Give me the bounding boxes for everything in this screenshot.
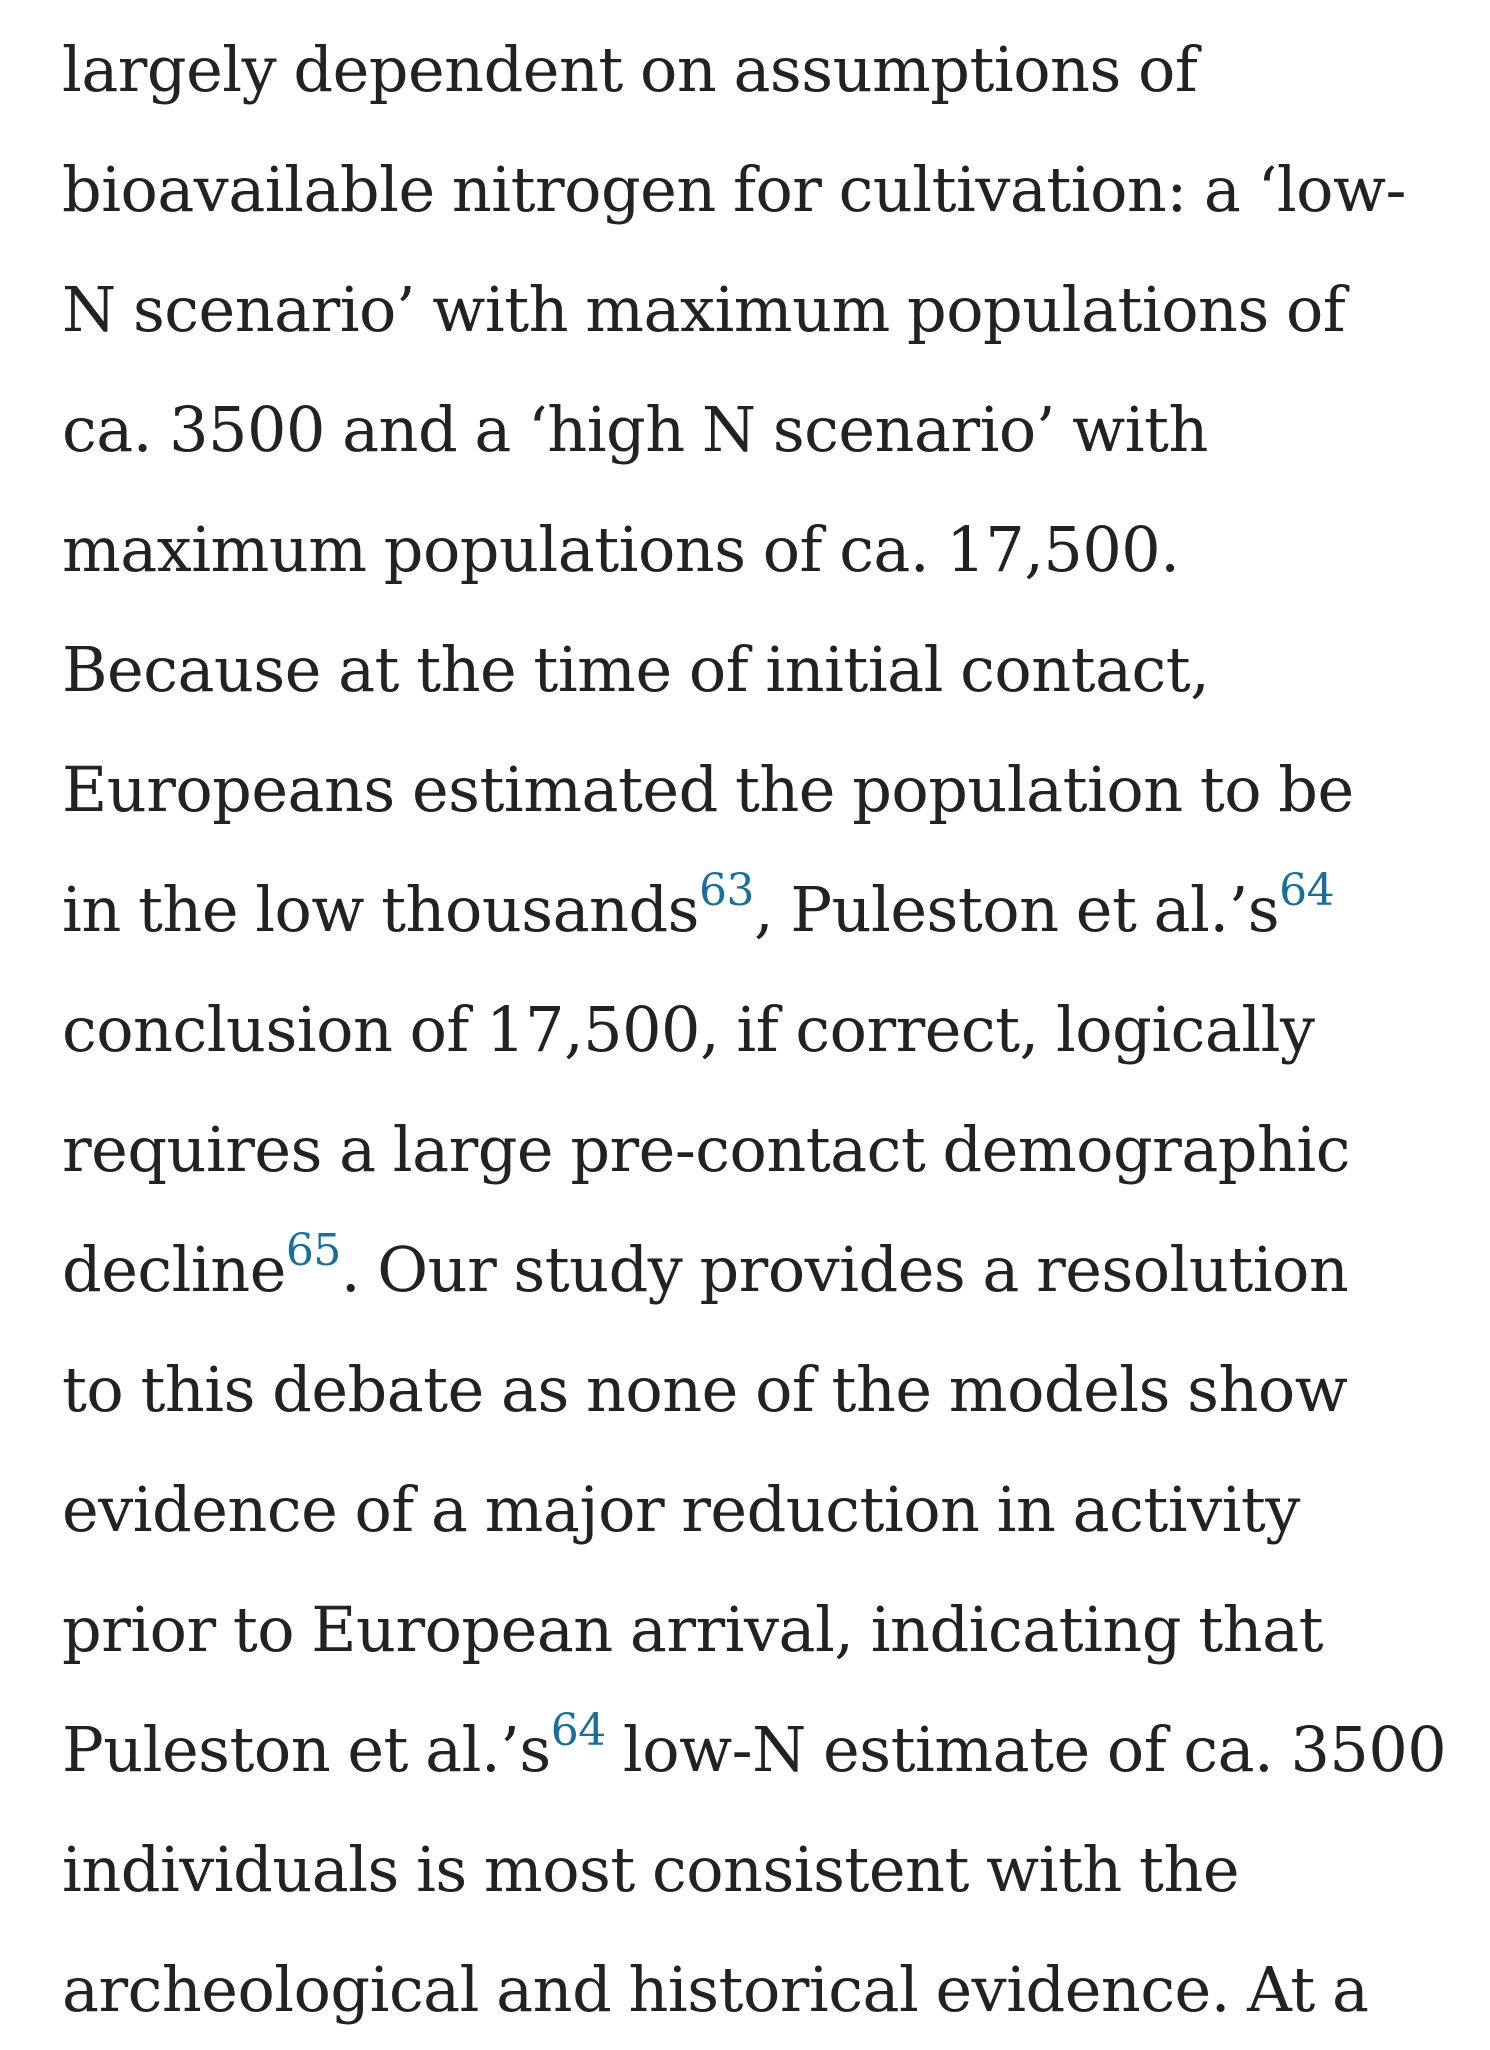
text-line: evidence of a major reduction in activity <box>62 1473 1300 1546</box>
article-paragraph <box>62 10 1462 2050</box>
text-line: largely dependent on assumptions of <box>62 33 1198 106</box>
text-line: decline$^{65}$. Our study provides a resolution <box>62 1225 1349 1306</box>
text-line: individuals is most consistent with the <box>62 1833 1240 1906</box>
text-line: conclusion of 17,500, if correct, logically <box>62 993 1315 1066</box>
text-line: prior to European arrival, indicating that <box>62 1593 1323 1666</box>
text-line: to this debate as none of the models show <box>62 1353 1348 1426</box>
text-line: archeological and historical evidence. At a <box>62 1953 1369 2026</box>
text-line: maximum populations of ca. 17,500. <box>62 513 1180 586</box>
text-line: Because at the time of initial contact, <box>62 633 1210 706</box>
reference-link-64[interactable]: 64 <box>550 1705 606 1757</box>
text-line: Puleston et al.’s$^{64}$ low-N estimate of ca. 3500 <box>62 1705 1447 1786</box>
reference-link-64[interactable]: 64 <box>1279 865 1335 917</box>
text-line: ca. 3500 and a ‘high N scenario’ with <box>62 393 1208 466</box>
text-line: Europeans estimated the population to be <box>62 753 1354 826</box>
text-line: requires a large pre-contact demographic <box>62 1113 1350 1186</box>
reference-link-63[interactable]: 63 <box>698 865 754 917</box>
reference-link-65[interactable]: 65 <box>285 1225 341 1277</box>
text-line: N scenario’ with maximum populations of <box>62 273 1346 346</box>
text-line: bioavailable nitrogen for cultivation: a ‘low- <box>62 153 1406 226</box>
text-line: in the low thousands$^{63}$, Puleston et al.’s$^{64}$ <box>62 865 1335 946</box>
